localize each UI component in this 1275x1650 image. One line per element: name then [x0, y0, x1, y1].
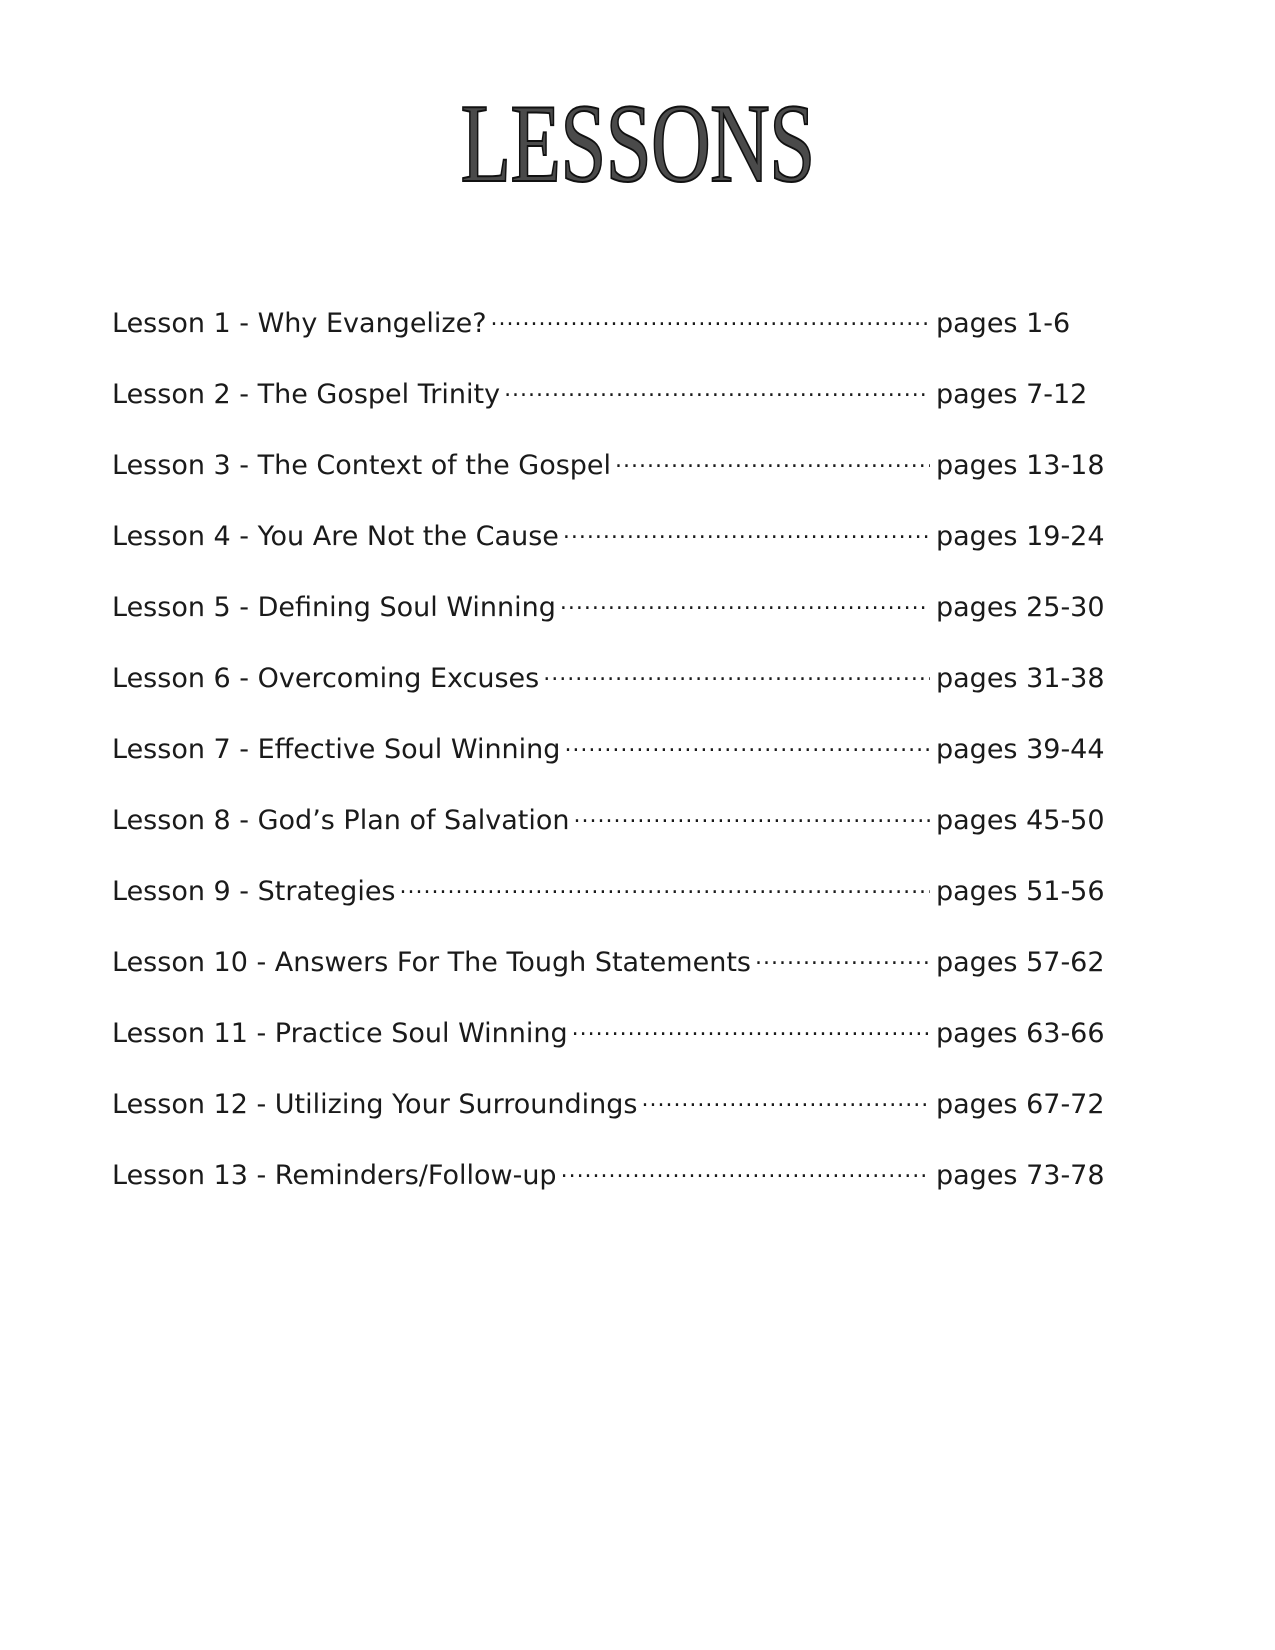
- page-title: LESSONS: [460, 82, 815, 206]
- lesson-pages: pages 73-78: [936, 1160, 1105, 1192]
- dot-leader: [563, 513, 930, 545]
- lesson-title: Lesson 10 - Answers For The Tough Statements: [112, 947, 751, 979]
- dot-leader: [543, 655, 930, 687]
- lesson-title: Lesson 5 - Defining Soul Winning: [112, 592, 556, 624]
- lesson-pages: pages 31-38: [936, 663, 1105, 695]
- lessons-list: [112, 300, 1112, 1223]
- lesson-pages: pages 13-18: [936, 450, 1105, 482]
- lesson-row-7: [112, 726, 1112, 797]
- lesson-row-13: [112, 1152, 1112, 1223]
- dot-leader: [641, 1081, 930, 1113]
- lesson-title: Lesson 8 - God’s Plan of Salvation: [112, 805, 570, 837]
- lesson-pages: pages 39-44: [936, 734, 1105, 766]
- lesson-pages: pages 57-62: [936, 947, 1105, 979]
- lesson-row-4: [112, 513, 1112, 584]
- lesson-pages: pages 45-50: [936, 805, 1105, 837]
- lesson-pages: pages 51-56: [936, 876, 1105, 908]
- lesson-row-11: [112, 1010, 1112, 1081]
- dot-leader: [561, 1152, 930, 1184]
- lesson-row-5: [112, 584, 1112, 655]
- lesson-row-2: [112, 371, 1112, 442]
- lesson-row-6: [112, 655, 1112, 726]
- lesson-pages: pages 25-30: [936, 592, 1105, 624]
- lesson-title: Lesson 7 - Effective Soul Winning: [112, 734, 561, 766]
- lesson-title: Lesson 6 - Overcoming Excuses: [112, 663, 540, 695]
- lesson-title: Lesson 2 - The Gospel Trinity: [112, 379, 501, 411]
- dot-leader: [560, 584, 930, 616]
- dot-leader: [572, 1010, 930, 1042]
- dot-leader: [755, 939, 930, 971]
- dot-leader: [573, 797, 930, 829]
- lesson-pages: pages 63-66: [936, 1018, 1105, 1050]
- lesson-row-9: [112, 868, 1112, 939]
- lesson-title: Lesson 3 - The Context of the Gospel: [112, 450, 612, 482]
- lesson-title: Lesson 12 - Utilizing Your Surroundings: [112, 1089, 638, 1121]
- lesson-title: Lesson 11 - Practice Soul Winning: [112, 1018, 568, 1050]
- lesson-pages: pages 67-72: [936, 1089, 1105, 1121]
- lesson-row-3: [112, 442, 1112, 513]
- lesson-row-12: [112, 1081, 1112, 1152]
- lesson-pages: pages 1-6: [936, 308, 1071, 340]
- lesson-pages: pages 7-12: [936, 379, 1088, 411]
- lesson-title: Lesson 4 - You Are Not the Cause: [112, 521, 559, 553]
- lesson-title: Lesson 1 - Why Evangelize?: [112, 308, 487, 340]
- lesson-row-8: [112, 797, 1112, 868]
- lesson-row-1: [112, 300, 1112, 371]
- lesson-row-10: [112, 939, 1112, 1010]
- dot-leader: [504, 371, 930, 403]
- lesson-pages: pages 19-24: [936, 521, 1105, 553]
- lesson-title: Lesson 13 - Reminders/Follow-up: [112, 1160, 557, 1192]
- lesson-title: Lesson 9 - Strategies: [112, 876, 396, 908]
- dot-leader: [564, 726, 930, 758]
- dot-leader: [615, 442, 930, 474]
- dot-leader: [491, 300, 930, 332]
- dot-leader: [400, 868, 931, 900]
